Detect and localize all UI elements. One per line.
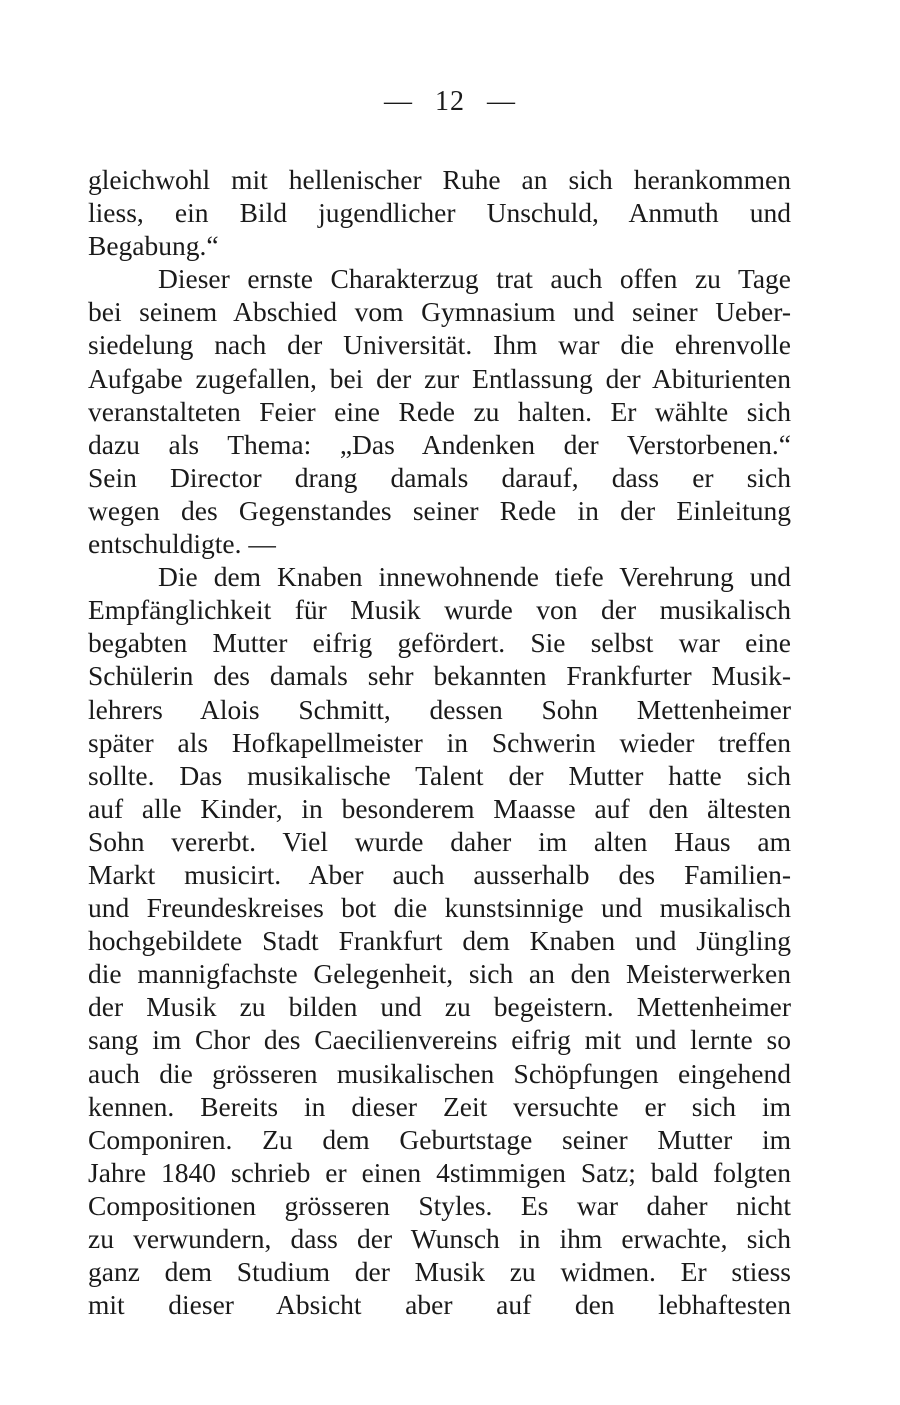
text-line: Jahre 1840 schrieb er einen 4stimmigen Satz; bald folgten	[88, 1156, 791, 1188]
text-line: entschuldigte. —	[88, 528, 276, 560]
text-line: Dieser ernste Charakterzug trat auch offen zu Tage	[158, 263, 791, 295]
text-line: später als Hofkapellmeister in Schwerin wieder treffen	[88, 726, 791, 758]
text-line: Empfänglichkeit für Musik wurde von der musikalisch	[88, 594, 791, 626]
text-line: begabten Mutter eifrig gefördert. Sie selbst war eine	[88, 627, 791, 659]
text-line: hochgebildete Stadt Frankfurt dem Knaben und Jüngling	[88, 925, 791, 957]
page-number: — 12 —	[384, 86, 516, 117]
text-line: siedelung nach der Universität. Ihm war die ehrenvolle	[88, 329, 791, 361]
text-line: kennen. Bereits in dieser Zeit versuchte er sich im	[88, 1090, 791, 1122]
text-line: und Freundeskreises bot die kunstsinnige und musikalisch	[88, 892, 791, 924]
text-line: die mannigfachste Gelegenheit, sich an den Meisterwerken	[88, 958, 791, 990]
text-line: wegen des Gegenstandes seiner Rede in der Einleitung	[88, 494, 791, 526]
text-line: Sein Director drang damals darauf, dass er sich	[88, 461, 791, 493]
text-line: sang im Chor des Caecilienvereins eifrig mit und lernte so	[88, 1024, 791, 1056]
text-line: mit dieser Absicht aber auf den lebhaftesten	[88, 1289, 791, 1321]
text-line: Die dem Knaben innewohnende tiefe Verehrung und	[158, 561, 791, 593]
text-line: auf alle Kinder, in besonderem Maasse auf den ältesten	[88, 792, 791, 824]
text-line: liess, ein Bild jugendlicher Unschuld, Anmuth und	[88, 197, 791, 229]
body-text	[88, 163, 791, 1321]
text-line: dazu als Thema: „Das Andenken der Verstorbenen.“	[88, 428, 791, 460]
text-line: bei seinem Abschied vom Gymnasium und seiner Ueber-	[88, 296, 791, 328]
text-line: Aufgabe zugefallen, bei der zur Entlassung der Abiturienten	[88, 362, 791, 394]
text-line: zu verwundern, dass der Wunsch in ihm erwachte, sich	[88, 1223, 791, 1254]
text-line: ganz dem Studium der Musik zu widmen. Er stiess	[88, 1256, 791, 1288]
text-line: gleichwohl mit hellenischer Ruhe an sich herankommen	[88, 164, 791, 195]
text-line: veranstalteten Feier eine Rede zu halten. Er wählte sich	[88, 395, 791, 427]
text-line: sollte. Das musikalische Talent der Mutter hatte sich	[88, 759, 791, 791]
text-line: auch die grösseren musikalischen Schöpfungen eingehend	[88, 1057, 791, 1089]
text-line: lehrers Alois Schmitt, dessen Sohn Mettenheimer	[88, 693, 791, 725]
text-line: Begabung.“	[88, 230, 219, 262]
text-line: Schülerin des damals sehr bekannten Frankfurter Musik-	[88, 660, 791, 692]
text-line: der Musik zu bilden und zu begeistern. Mettenheimer	[88, 991, 791, 1023]
text-line: Componiren. Zu dem Geburtstage seiner Mutter im	[88, 1123, 791, 1155]
text-line: Compositionen grösseren Styles. Es war daher nicht	[88, 1189, 791, 1221]
text-line: Sohn vererbt. Viel wurde daher im alten Haus am	[88, 825, 791, 857]
text-line: Markt musicirt. Aber auch ausserhalb des Familien-	[88, 858, 791, 890]
